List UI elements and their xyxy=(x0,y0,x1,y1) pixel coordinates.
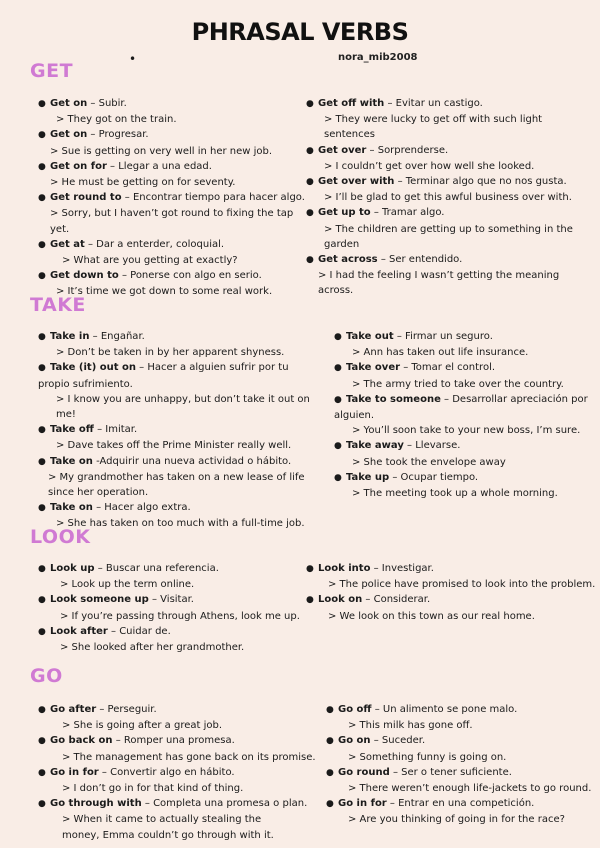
list-item: ● Go through with – Completa una promesa o plan. > When it came to actually stealing the money, Emma couldn’t go through with it. xyxy=(38,796,318,843)
list-item: ● Get at – Dar a enterder, coloquial. > What are you getting at exactly? xyxy=(38,237,308,268)
verb-meaning: – Entrar en una competición. xyxy=(386,798,535,810)
verb-example: > He must be getting on for seventy. xyxy=(50,177,236,189)
section-heading-take: TAKE xyxy=(30,294,86,316)
look-left-column xyxy=(38,561,308,655)
verb-meaning: – Un alimento se pone malo. xyxy=(371,704,518,715)
verb-example: > The army tried to take over the country. xyxy=(352,378,564,390)
list-item: ● Take (it) out on – Hacer a alguien sufrir por tu propio sufrimiento. > I know you are unhappy, but don’t take it out on me! xyxy=(38,360,320,422)
verb-example: > It’s time we got down to some real work. xyxy=(56,286,273,298)
verb-phrase: Get at xyxy=(50,238,85,250)
list-item: ● Take out – Firmar un seguro. > Ann has taken out life insurance. xyxy=(334,329,592,360)
verb-meaning: – Terminar algo que no nos gusta. xyxy=(394,176,567,188)
verb-example: > Look up the term online. xyxy=(60,579,195,591)
list-item: ● Take on – Hacer algo extra. > She has taken on too much with a full-time job. xyxy=(38,500,320,531)
list-item: ● Look on – Considerar. > We look on this town as our real home. xyxy=(306,592,596,623)
verb-phrase: Get over xyxy=(318,144,367,156)
list-item: ● Take in – Engañar. > Don’t be taken in by her apparent shyness. xyxy=(38,329,320,360)
verb-phrase: Go round xyxy=(338,766,390,778)
get-right-column xyxy=(306,96,591,299)
verb-example: > When it came to actually stealing the money, Emma couldn’t go through with it. xyxy=(62,814,274,841)
verb-meaning: – Cuidar de. xyxy=(107,625,171,637)
verb-example: > The police have promised to look into the problem. xyxy=(328,579,596,591)
list-item: ● Get off with – Evitar un castigo. > They were lucky to get off with such light sentences xyxy=(306,96,591,143)
verb-example: > She took the envelope away xyxy=(352,456,506,468)
verb-phrase: Get over with xyxy=(318,176,395,188)
list-item: ● Take up – Ocupar tiempo. > The meeting took up a whole morning. xyxy=(334,470,592,501)
verb-phrase: Go on xyxy=(338,735,371,747)
verb-example: > I’ll be glad to get this awful business over with. xyxy=(324,192,572,204)
verb-phrase: Get up to xyxy=(318,207,371,219)
verb-phrase: Take off xyxy=(50,424,94,436)
verb-example: > Something funny is going on. xyxy=(348,751,507,763)
verb-meaning: – Llegar a una edad. xyxy=(106,160,212,172)
verb-phrase: Go back on xyxy=(50,735,113,747)
verb-meaning: – Investigar. xyxy=(370,563,434,574)
list-item: ● Take off – Imitar. > Dave takes off the Prime Minister really well. xyxy=(38,422,320,453)
verb-example: > The management has gone back on its promise. xyxy=(62,751,316,763)
verb-example: > My grandmother has taken on a new lease of life since her operation. xyxy=(48,471,305,499)
list-item: ● Get round to – Encontrar tiempo para hacer algo. > Sorry, but I haven’t got round to fixing the tap yet. xyxy=(38,190,308,237)
list-item: ● Look someone up – Visitar. > If you’re passing through Athens, look me up. xyxy=(38,592,308,623)
verb-meaning: – Evitar un castigo. xyxy=(384,98,483,109)
get-left-column xyxy=(38,96,308,300)
verb-meaning: -Adquirir una nueva actividad o hábito. xyxy=(92,455,292,467)
verb-phrase: Get off with xyxy=(318,98,385,109)
verb-meaning: – Ser entendido. xyxy=(377,254,463,266)
verb-phrase: Get on for xyxy=(50,160,107,172)
list-item: ● Take over – Tomar el control. > The army tried to take over the country. xyxy=(334,360,592,391)
verb-example: > I don’t go in for that kind of thing. xyxy=(62,783,244,795)
verb-meaning: – Suceder. xyxy=(370,735,426,747)
verb-meaning: – Hacer algo extra. xyxy=(92,502,191,514)
verb-phrase: Go in for xyxy=(338,798,387,810)
list-item: ● Look after – Cuidar de. > She looked after her grandmother. xyxy=(38,624,308,655)
take-left-column xyxy=(38,329,320,532)
verb-phrase: Get round to xyxy=(50,192,122,204)
verb-phrase: Take to someone xyxy=(346,393,441,405)
list-item: ● Go back on – Romper una promesa. > The management has gone back on its promise. xyxy=(38,733,318,764)
verb-phrase: Look on xyxy=(318,594,363,606)
verb-example: > The meeting took up a whole morning. xyxy=(352,488,558,500)
verb-meaning: – Llevarse. xyxy=(403,440,461,452)
verb-meaning: – Progresar. xyxy=(87,129,149,141)
author-credit: nora_mib2008 xyxy=(338,52,418,63)
verb-example: > Dave takes off the Prime Minister really well. xyxy=(56,440,292,452)
verb-meaning: – Completa una promesa o plan. xyxy=(141,798,308,810)
verb-example: > She has taken on too much with a full-time job. xyxy=(56,518,305,530)
go-right-column xyxy=(326,702,594,828)
list-item: ● Get on – Progresar. > Sue is getting on very well in her new job. xyxy=(38,127,308,158)
verb-phrase: Take on xyxy=(50,502,93,514)
list-item: ● Get over – Sorprenderse. > I couldn’t get over how well she looked. xyxy=(306,143,591,174)
verb-phrase: Look someone up xyxy=(50,594,149,606)
verb-meaning: – Encontrar tiempo para hacer algo. xyxy=(121,192,305,204)
section-heading-look: LOOK xyxy=(30,526,91,548)
list-item: ● Take on -Adquirir una nueva actividad o hábito. > My grandmother has taken on a new lease of life since her operation. xyxy=(38,454,320,501)
verb-example: > There weren’t enough life-jackets to go round. xyxy=(348,783,592,795)
verb-phrase: Take in xyxy=(50,331,90,342)
verb-meaning: – Convertir algo en hábito. xyxy=(98,766,235,778)
verb-meaning: – Desarrollar apreciación por alguien. xyxy=(334,393,588,422)
verb-phrase: Look up xyxy=(50,563,95,574)
verb-meaning: – Visitar. xyxy=(148,594,194,606)
verb-example: > Sorry, but I haven’t got round to fixing the tap yet. xyxy=(50,208,294,235)
verb-example: > Sue is getting on very well in her new job. xyxy=(50,145,273,157)
verb-phrase: Get across xyxy=(318,254,378,266)
look-right-column xyxy=(306,561,596,624)
verb-meaning: – Hacer a alguien sufrir por tu propio sufrimiento. xyxy=(38,362,289,390)
verb-example: > She looked after her grandmother. xyxy=(60,642,245,654)
stray-bullet: • xyxy=(129,52,137,66)
verb-meaning: – Ocupar tiempo. xyxy=(389,471,479,483)
verb-example: > I couldn’t get over how well she looked. xyxy=(324,160,535,172)
verb-example: > I know you are unhappy, but don’t take it out on me! xyxy=(56,393,310,421)
verb-phrase: Go after xyxy=(50,704,97,715)
list-item: ● Go after – Perseguir. > She is going after a great job. xyxy=(38,702,318,733)
verb-example: > Are you thinking of going in for the race? xyxy=(348,814,565,826)
list-item: ● Look up – Buscar una referencia. > Look up the term online. xyxy=(38,561,308,592)
verb-example: > She is going after a great job. xyxy=(62,720,223,732)
verb-phrase: Look into xyxy=(318,563,371,574)
verb-example: > They got on the train. xyxy=(56,114,177,126)
verb-meaning: – Imitar. xyxy=(93,424,138,436)
verb-phrase: Take on xyxy=(50,455,93,467)
verb-meaning: – Romper una promesa. xyxy=(112,735,235,747)
verb-phrase: Take up xyxy=(346,471,390,483)
verb-meaning: – Ser o tener suficiente. xyxy=(389,766,512,778)
list-item: ● Go in for – Convertir algo en hábito. > I don’t go in for that kind of thing. xyxy=(38,765,318,796)
list-item: ● Get up to – Tramar algo. > The children are getting up to something in the garden xyxy=(306,205,591,252)
list-item: ● Go in for – Entrar en una competición. > Are you thinking of going in for the race? xyxy=(326,796,594,827)
list-item: ● Go on – Suceder. > Something funny is going on. xyxy=(326,733,594,764)
list-item: ● Take away – Llevarse. > She took the envelope away xyxy=(334,438,592,469)
verb-example: > Ann has taken out life insurance. xyxy=(352,347,529,359)
verb-phrase: Go off xyxy=(338,704,372,715)
list-item: ● Get on for – Llegar a una edad. > He must be getting on for seventy. xyxy=(38,159,308,190)
verb-meaning: – Firmar un seguro. xyxy=(393,331,493,342)
verb-phrase: Take out xyxy=(346,331,394,342)
section-heading-go: GO xyxy=(30,665,63,687)
verb-example: > Don’t be taken in by her apparent shyness. xyxy=(56,347,285,359)
verb-phrase: Take over xyxy=(346,362,401,374)
verb-meaning: – Considerar. xyxy=(362,594,431,606)
list-item: ● Get down to – Ponerse con algo en serio. > It’s time we got down to some real work. xyxy=(38,268,308,299)
verb-phrase: Get on xyxy=(50,129,88,141)
verb-example: > If you’re passing through Athens, look me up. xyxy=(60,610,300,622)
verb-example: > We look on this town as our real home. xyxy=(328,610,535,622)
verb-example: > They were lucky to get off with such light sentences xyxy=(324,114,543,141)
verb-phrase: Get down to xyxy=(50,270,119,282)
verb-meaning: – Sorprenderse. xyxy=(366,144,449,156)
page-title: PHRASAL VERBS xyxy=(191,18,409,46)
verb-meaning: – Buscar una referencia. xyxy=(94,563,219,574)
verb-example: > I had the feeling I wasn’t getting the meaning across. xyxy=(318,270,560,297)
section-heading-get: GET xyxy=(30,60,74,82)
list-item: ● Get on – Subir. > They got on the train. xyxy=(38,96,308,127)
verb-meaning: – Tomar el control. xyxy=(400,362,496,374)
verb-example: > You’ll soon take to your new boss, I’m sure. xyxy=(352,425,581,437)
verb-meaning: – Tramar algo. xyxy=(370,207,445,219)
verb-example: > What are you getting at exactly? xyxy=(62,255,238,267)
list-item: ● Go off – Un alimento se pone malo. > This milk has gone off. xyxy=(326,702,594,733)
verb-meaning: – Dar a enterder, coloquial. xyxy=(84,238,225,250)
verb-example: > This milk has gone off. xyxy=(348,720,473,732)
list-item: ● Get over with – Terminar algo que no nos gusta. > I’ll be glad to get this awful business over with. xyxy=(306,174,591,205)
verb-meaning: – Perseguir. xyxy=(96,704,157,715)
list-item: ● Look into – Investigar. > The police have promised to look into the problem. xyxy=(306,561,596,592)
list-item: ● Take to someone – Desarrollar apreciación por alguien. > You’ll soon take to your new boss, I’m sure. xyxy=(334,392,592,439)
verb-phrase: Take (it) out on xyxy=(50,362,136,374)
verb-meaning: – Ponerse con algo en serio. xyxy=(118,270,262,282)
verb-phrase: Look after xyxy=(50,625,108,637)
verb-meaning: – Engañar. xyxy=(89,331,145,342)
verb-phrase: Get on xyxy=(50,98,88,109)
list-item: ● Go round – Ser o tener suficiente. > There weren’t enough life-jackets to go round. xyxy=(326,765,594,796)
list-item: ● Get across – Ser entendido. > I had the feeling I wasn’t getting the meaning across. xyxy=(306,252,591,299)
verb-meaning: – Subir. xyxy=(87,98,127,109)
verb-phrase: Go through with xyxy=(50,798,142,810)
verb-example: > The children are getting up to something in the garden xyxy=(324,223,573,250)
verb-phrase: Go in for xyxy=(50,766,99,778)
take-right-column xyxy=(334,329,592,501)
verb-phrase: Take away xyxy=(346,440,404,452)
go-left-column xyxy=(38,702,318,843)
